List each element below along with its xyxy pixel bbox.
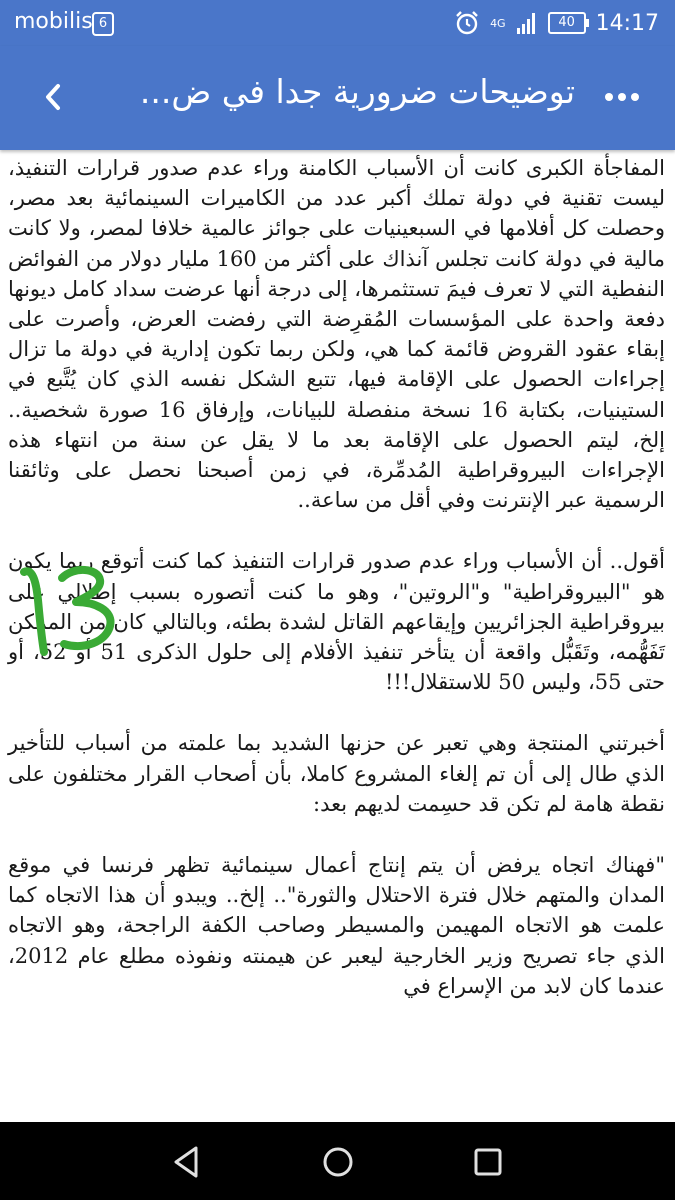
- carrier-name: mobilis: [14, 9, 93, 34]
- article-paragraph: أقول.. أن الأسباب وراء عدم صدور قرارات التنفيذ كما كنت أتوقع ربما يكون هو "البيروقراطية" و"الروتين"، وهو ما كنت أتصوره بسبب إطلالي على بيروقراطية الجزائريين وإيقاعهم القاتل لشدة بطئه، وبالتالي كان من الممكن تَفَهُّمه، وتَقَبُّل واقعة أن يتأخر تنفيذ الأفلام إلى حلول الذكرى 51 أو 52، أو حتى 55، وليس 50 للاستقلال!!!: [8, 549, 666, 695]
- page-title: توضيحات ضرورية جدا في ض...: [139, 72, 575, 111]
- handwritten-annotation: [14, 560, 126, 660]
- navigation-bar: [0, 1122, 675, 1200]
- clock: 14:17: [595, 10, 659, 36]
- article-paragraph: "فهناك اتجاه يرفض أن يتم إنتاج أعمال سينمائية تظهر فرنسا في موقع المدان والمتهم خلال فترة الاحتلال والثورة".. إلخ.. ويبدو أن هذا الاتجاه كما علمت هو الاتجاه المهيمن والمسيطر وصاحب الكفة الراجحة، وهو الاتجاه الذي جاء تصريح وزير الخارجية ليعبر عن هيمنته ونفوذه مطلع عام 2012، عندما كان لابد من الإسراع في: [8, 853, 665, 998]
- network-type: 4G: [490, 16, 506, 30]
- article-paragraph: أخبرتني المنتجة وهي تعبر عن حزنها الشديد بما علمته من أسباب للتأخير الذي طال إلى أن تم إلغاء المشروع كاملا، بأن أصحاب القرار مختلفون على نقطة هامة لم تكن قد حسِمت لديهم بعد:: [8, 731, 665, 816]
- back-triangle-icon[interactable]: [168, 1142, 208, 1182]
- alarm-icon: [454, 10, 480, 36]
- sim-indicator: 6: [92, 12, 114, 36]
- article-paragraph: المفاجأة الكبرى كانت أن الأسباب الكامنة وراء عدم صدور قرارات التنفيذ، ليست تقنية في دولة تملك أكبر عدد من الكاميرات السينمائية بعد مصر، وحصلت كل أفلامها في السبعينيات على جوائز عالمية خلافا لمصر، ولا كانت مالية في دولة كانت تجلس آنذاك على أكثر من 160 مليار دولار من الفوائض النفطية التي لا تعرف فيمَ تستثمرها، إلى درجة أنها عرضت سداد كامل ديونها دفعة واحدة على المؤسسات المُقرِضة التي رفضت العرض، وأصرت على إبقاء عقود القروض قائمة كما هي، ولكن ربما تكون إدارية في دولة ما تزال إجراءات الحصول على الإقامة فيها، تتبع الشكل نفسه الذي كان يُتَّبع في الستينيات، بكتابة 16 نسخة منفصلة للبيانات، وإرفاق 16 صورة شخصية.. إلخ، ليتم الحصول على الإقامة بعد ما لا يقل عن سنة من انتهاء هذه الإجراءات البيروقراطية المُدمِّرة، في زمن أصبحنا نحصل على وثائقنا الرسمية عبر الإنترنت وفي أقل من ساعة..: [8, 156, 666, 513]
- chevron-left-icon[interactable]: [30, 74, 76, 120]
- more-dots-icon[interactable]: [599, 74, 645, 120]
- status-bar: [0, 0, 675, 46]
- app-bar: [0, 46, 675, 150]
- recents-square-icon[interactable]: [468, 1142, 508, 1182]
- battery-icon: 40: [548, 12, 586, 34]
- status-icons: [454, 8, 659, 38]
- signal-icon: [516, 11, 538, 35]
- home-circle-icon[interactable]: [318, 1142, 358, 1182]
